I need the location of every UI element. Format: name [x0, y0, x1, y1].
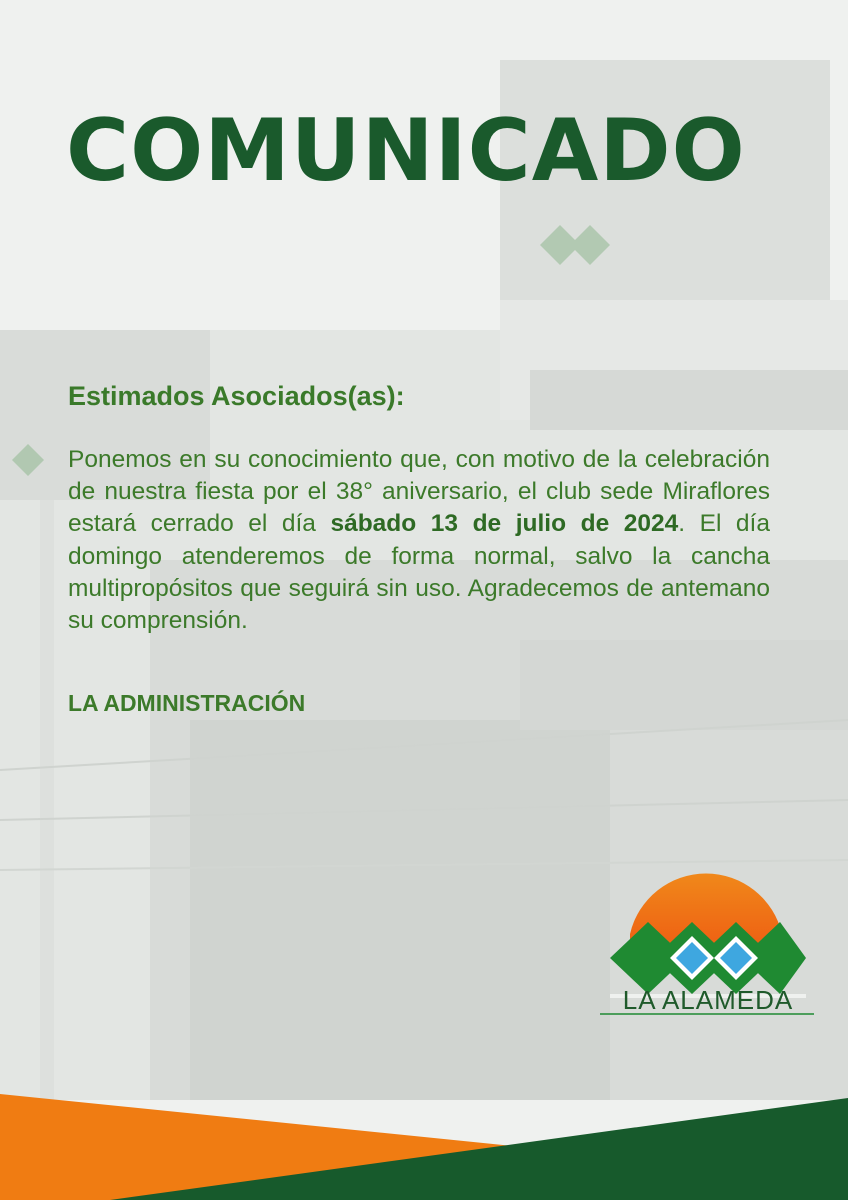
body-rest: . El día domingo atenderemos de forma normal, salvo la cancha multipropósitos que seguirá sin uso. Agradecemos de antemano su comprensión.: [68, 510, 770, 635]
signature: LA ADMINISTRACIÓN: [68, 690, 306, 716]
page-title: COMUNICADO: [66, 101, 746, 201]
footer-band: [0, 1094, 848, 1200]
greeting: Estimados Asociados(as):: [68, 381, 405, 411]
body-intro: Ponemos en su conocimiento que, con motivo de la celebración de nuestra fiesta por el 38° aniversario, el club sede Miraflores estará cerrado el día: [68, 446, 770, 538]
logo-wordmark: LA ALAMEDA: [622, 985, 794, 1015]
notice-body: [68, 444, 770, 637]
body-date: sábado 13 de julio de 2024: [330, 510, 679, 538]
